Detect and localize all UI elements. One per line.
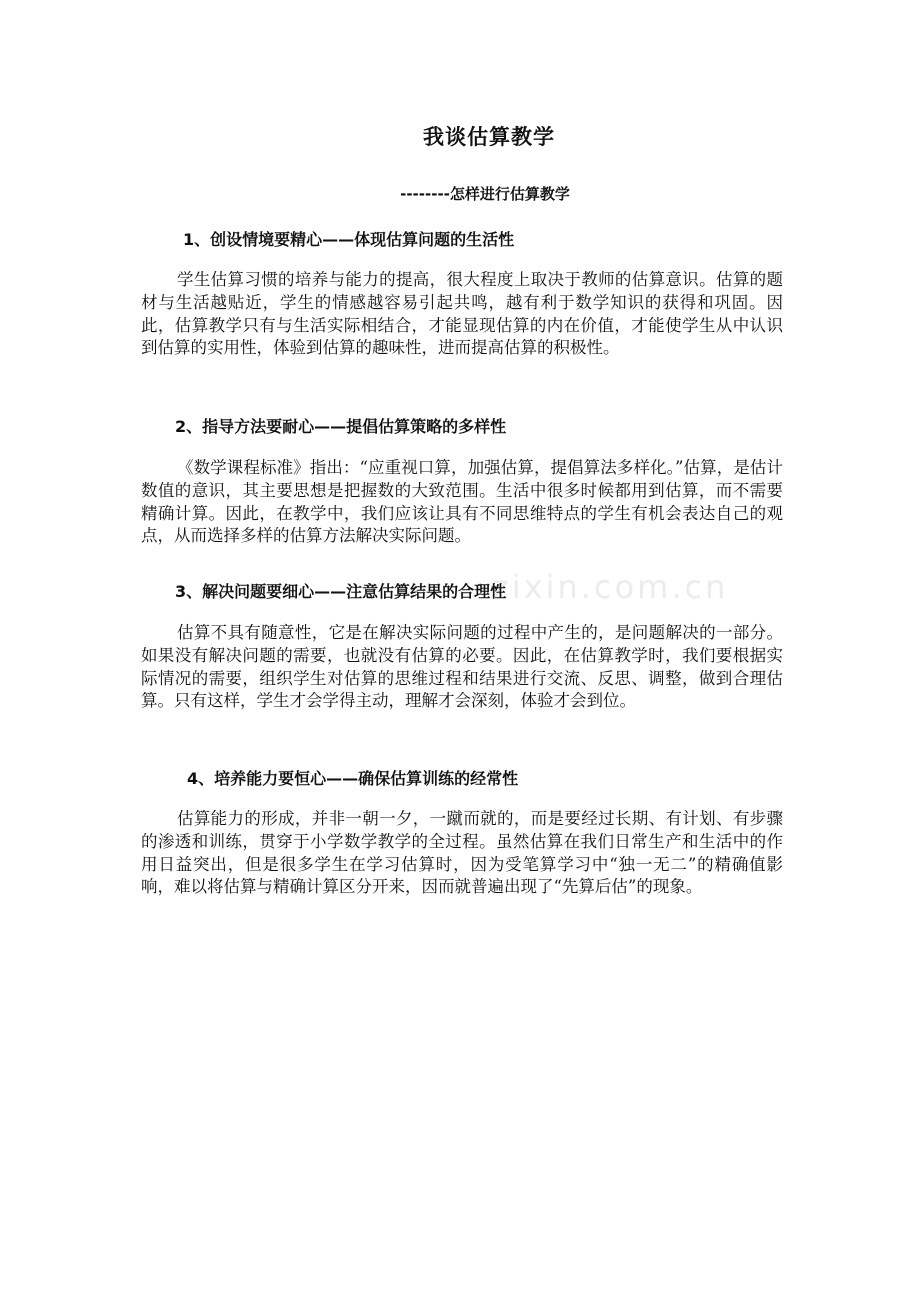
section-paragraph-4: 估算能力的形成，并非一朝一夕，一蹴而就的，而是要经过长期、有计划、有步骤的渗透和训练，贯穿于小学数学教学的全过程。虽然估算在我们日常生产和生活中的作用日益突出，但是很多学生在学习估算时，因为受笔算学习中“独一无二”的精确值影响，难以将估算与精确计算区分开来，因而就普遍出现了“先算后估”的现象。 bbox=[141, 809, 783, 897]
section-heading-3: 3、解决问题要细心——注意估算结果的合理性 bbox=[175, 582, 507, 601]
section-heading-1: 1、创设情境要精心——体现估算问题的生活性 bbox=[183, 230, 515, 249]
section-paragraph-1: 学生估算习惯的培养与能力的提高，很大程度上取决于教师的估算意识。估算的题材与生活越贴近，学生的情感越容易引起共鸣，越有利于数学知识的获得和巩固。因此，估算教学只有与生活实际相结合，才能显现估算的内在价值，才能使学生从中认识到估算的实用性，体验到估算的趣味性，进而提高估算的积极性。 bbox=[141, 270, 783, 358]
document-subtitle: --------怎样进行估算教学 bbox=[400, 185, 570, 203]
section-heading-4: 4、培养能力要恒心——确保估算训练的经常性 bbox=[187, 769, 519, 788]
watermark-text: zixin.com.cn bbox=[492, 568, 729, 606]
section-paragraph-2: 《数学课程标准》指出：“应重视口算，加强估算，提倡算法多样化。”估算，是估计数值的意识，其主要思想是把握数的大致范围。生活中很多时候都用到估算，而不需要精确计算。因此，在教学中，我们应该让具有不同思维特点的学生有机会表达自己的观点，从而选择多样的估算方法解决实际问题。 bbox=[141, 458, 783, 546]
document-title: 我谈估算教学 bbox=[423, 125, 555, 149]
section-heading-2: 2、指导方法要耐心——提倡估算策略的多样性 bbox=[175, 417, 507, 436]
section-paragraph-3: 估算不具有随意性，它是在解决实际问题的过程中产生的，是问题解决的一部分。如果没有解决问题的需要，也就没有估算的必要。因此，在估算教学时，我们要根据实际情况的需要，组织学生对估算的思维过程和结果进行交流、反思、调整，做到合理估算。只有这样，学生才会学得主动，理解才会深刻，体验才会到位。 bbox=[141, 623, 783, 711]
